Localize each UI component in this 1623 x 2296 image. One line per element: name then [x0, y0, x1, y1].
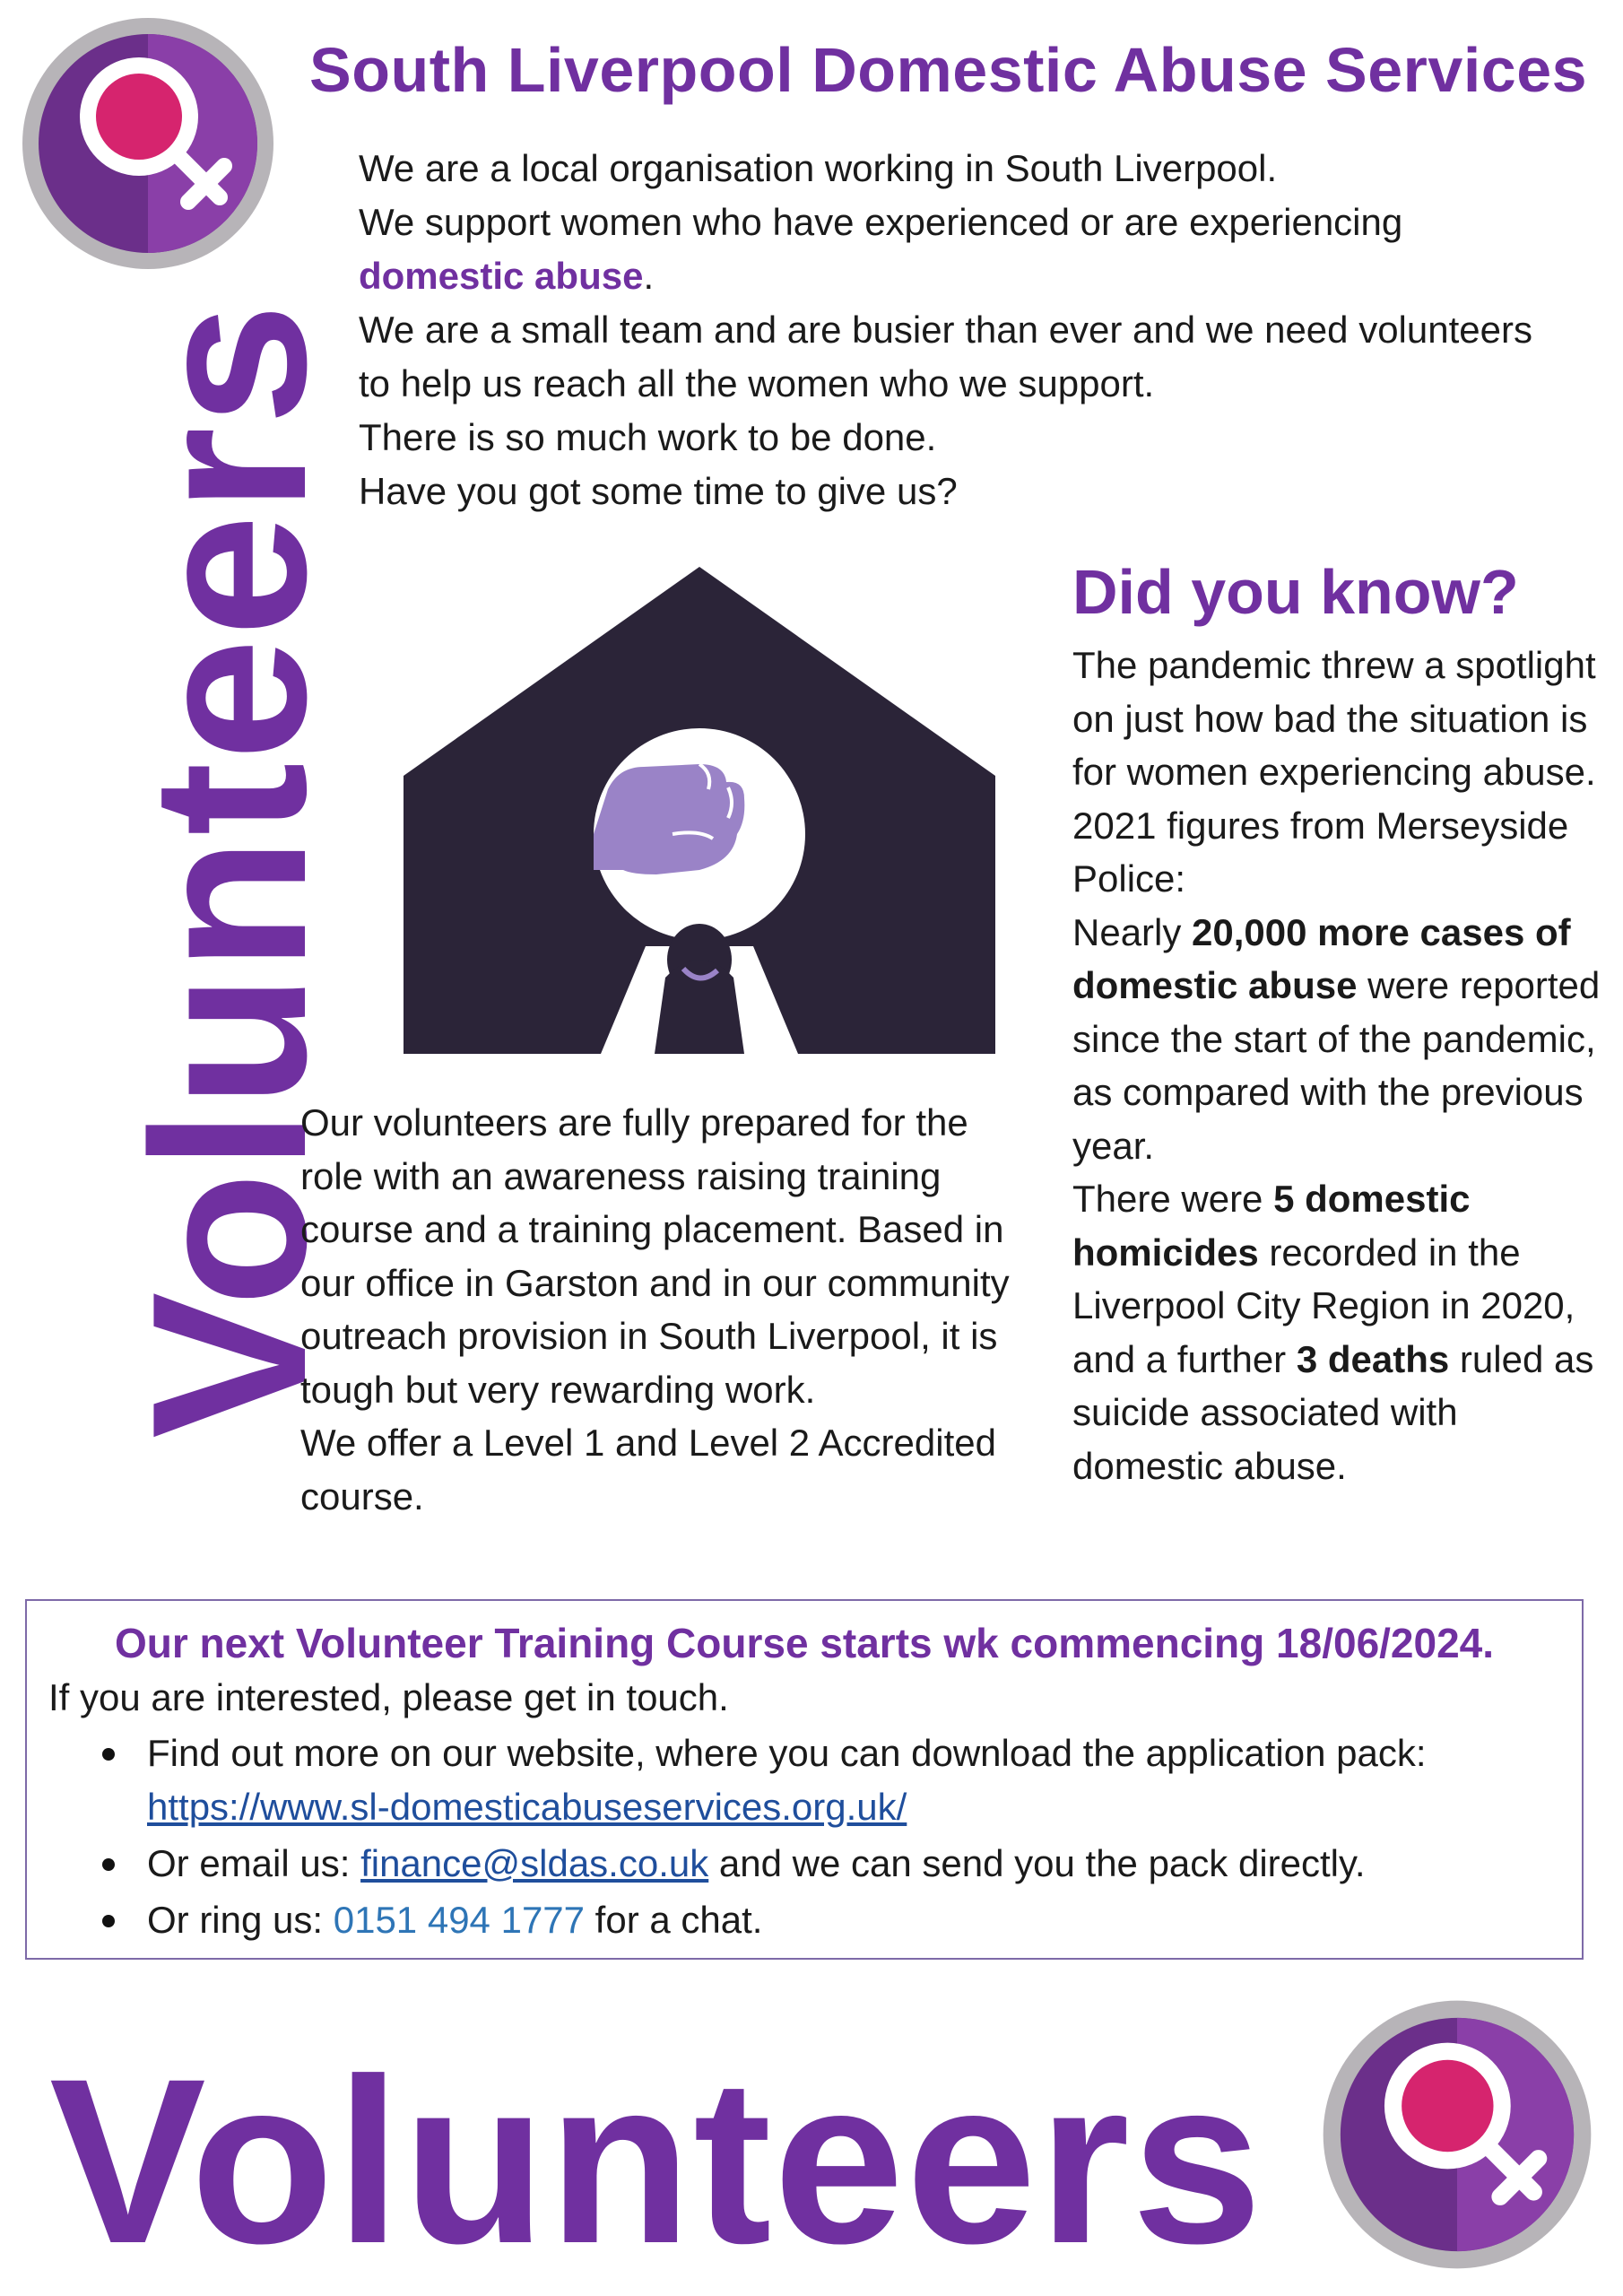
- dyk-text: ruled as suicide associated with domestic abuse.: [1072, 1337, 1594, 1487]
- intro-highlight: [359, 249, 1542, 303]
- contact-list: [48, 1726, 1573, 1950]
- volunteer-paragraph: Our volunteers are fully prepared for the role with an awareness raising training course and a training placement. Based in our office in Garston and in our community outreach provision in South Liverpool, it is tough but very rewarding work.: [300, 1101, 1010, 1411]
- contact-box: [25, 1599, 1584, 1960]
- dyk-paragraph: 2021 figures from Merseyside Police:: [1072, 804, 1569, 900]
- contact-intro: If you are interested, please get in touch.: [48, 1676, 729, 1718]
- website-link[interactable]: https://www.sl-domesticabuseservices.org.uk/: [147, 1786, 907, 1828]
- list-item: [48, 1837, 1573, 1891]
- raised-fist-icon: [594, 764, 744, 874]
- highlight-suffix: .: [643, 255, 655, 297]
- did-you-know-heading: Did you know?: [1072, 557, 1519, 627]
- side-title-vertical: Volunteers: [106, 301, 352, 1439]
- volunteer-info: [300, 1096, 1036, 1523]
- phone-number[interactable]: 0151 494 1777: [333, 1899, 586, 1941]
- bullet-dot: [102, 1858, 115, 1871]
- page-title: South Liverpool Domestic Abuse Services: [309, 35, 1588, 105]
- dyk-text: were reported since the start of the pandemic, as compared with the previous year.: [1072, 964, 1601, 1167]
- dyk-text: There were: [1072, 1178, 1274, 1220]
- did-you-know-text: [1072, 639, 1610, 1492]
- intro-text: We support women who have experienced or are experiencing: [359, 201, 1403, 243]
- dyk-bold-stat: 5 domestic homicides: [1072, 1178, 1471, 1274]
- email-prefix: Or email us:: [147, 1842, 361, 1884]
- dyk-paragraph: The pandemic threw a spotlight on just how bad the situation is for women experiencing abuse.: [1072, 644, 1596, 793]
- intro-line: [359, 196, 1542, 249]
- logo-bottom-right: [1314, 1991, 1601, 2278]
- dyk-bold-stat: 20,000 more cases of domestic abuse: [1072, 910, 1571, 1006]
- intro-line: There is so much work to be done.: [359, 416, 937, 458]
- dyk-paragraph: [1072, 1172, 1610, 1492]
- dyk-bold-stat: 3 deaths: [1296, 1337, 1450, 1380]
- list-item: [48, 1726, 1573, 1834]
- email-suffix: and we can send you the pack directly.: [708, 1842, 1366, 1884]
- training-course-heading: Our next Volunteer Training Course starts wk commencing 18/06/2024.: [114, 1620, 1495, 1666]
- email-link[interactable]: finance@sldas.co.uk: [360, 1842, 709, 1884]
- website-text: Find out more on our website, where you can download the application pack:: [147, 1732, 1427, 1774]
- footer-title: Volunteers: [49, 2030, 1264, 2292]
- intro-line: We are a local organisation working in South Liverpool.: [359, 147, 1278, 189]
- bullet-dot: [102, 1915, 115, 1927]
- dyk-text: Nearly: [1072, 910, 1193, 953]
- intro-line: We are a small team and are busier than ever and we need volunteers to help us reach all the women who we support.: [359, 309, 1532, 404]
- phone-prefix: Or ring us:: [147, 1899, 334, 1941]
- dyk-text: recorded in the Liverpool City Region in 2020, and a further: [1072, 1231, 1575, 1380]
- house-illustration: [404, 565, 995, 1058]
- volunteer-paragraph: We offer a Level 1 and Level 2 Accredited course.: [300, 1422, 996, 1518]
- dyk-paragraph: [1072, 906, 1610, 1173]
- bullet-dot: [102, 1748, 115, 1761]
- list-item: [48, 1893, 1573, 1947]
- intro-block: [359, 142, 1542, 518]
- highlight-text: domestic abuse: [359, 255, 644, 297]
- logo-top-left: [13, 9, 282, 278]
- intro-line: Have you got some time to give us?: [359, 470, 958, 512]
- phone-suffix: for a chat.: [585, 1899, 763, 1941]
